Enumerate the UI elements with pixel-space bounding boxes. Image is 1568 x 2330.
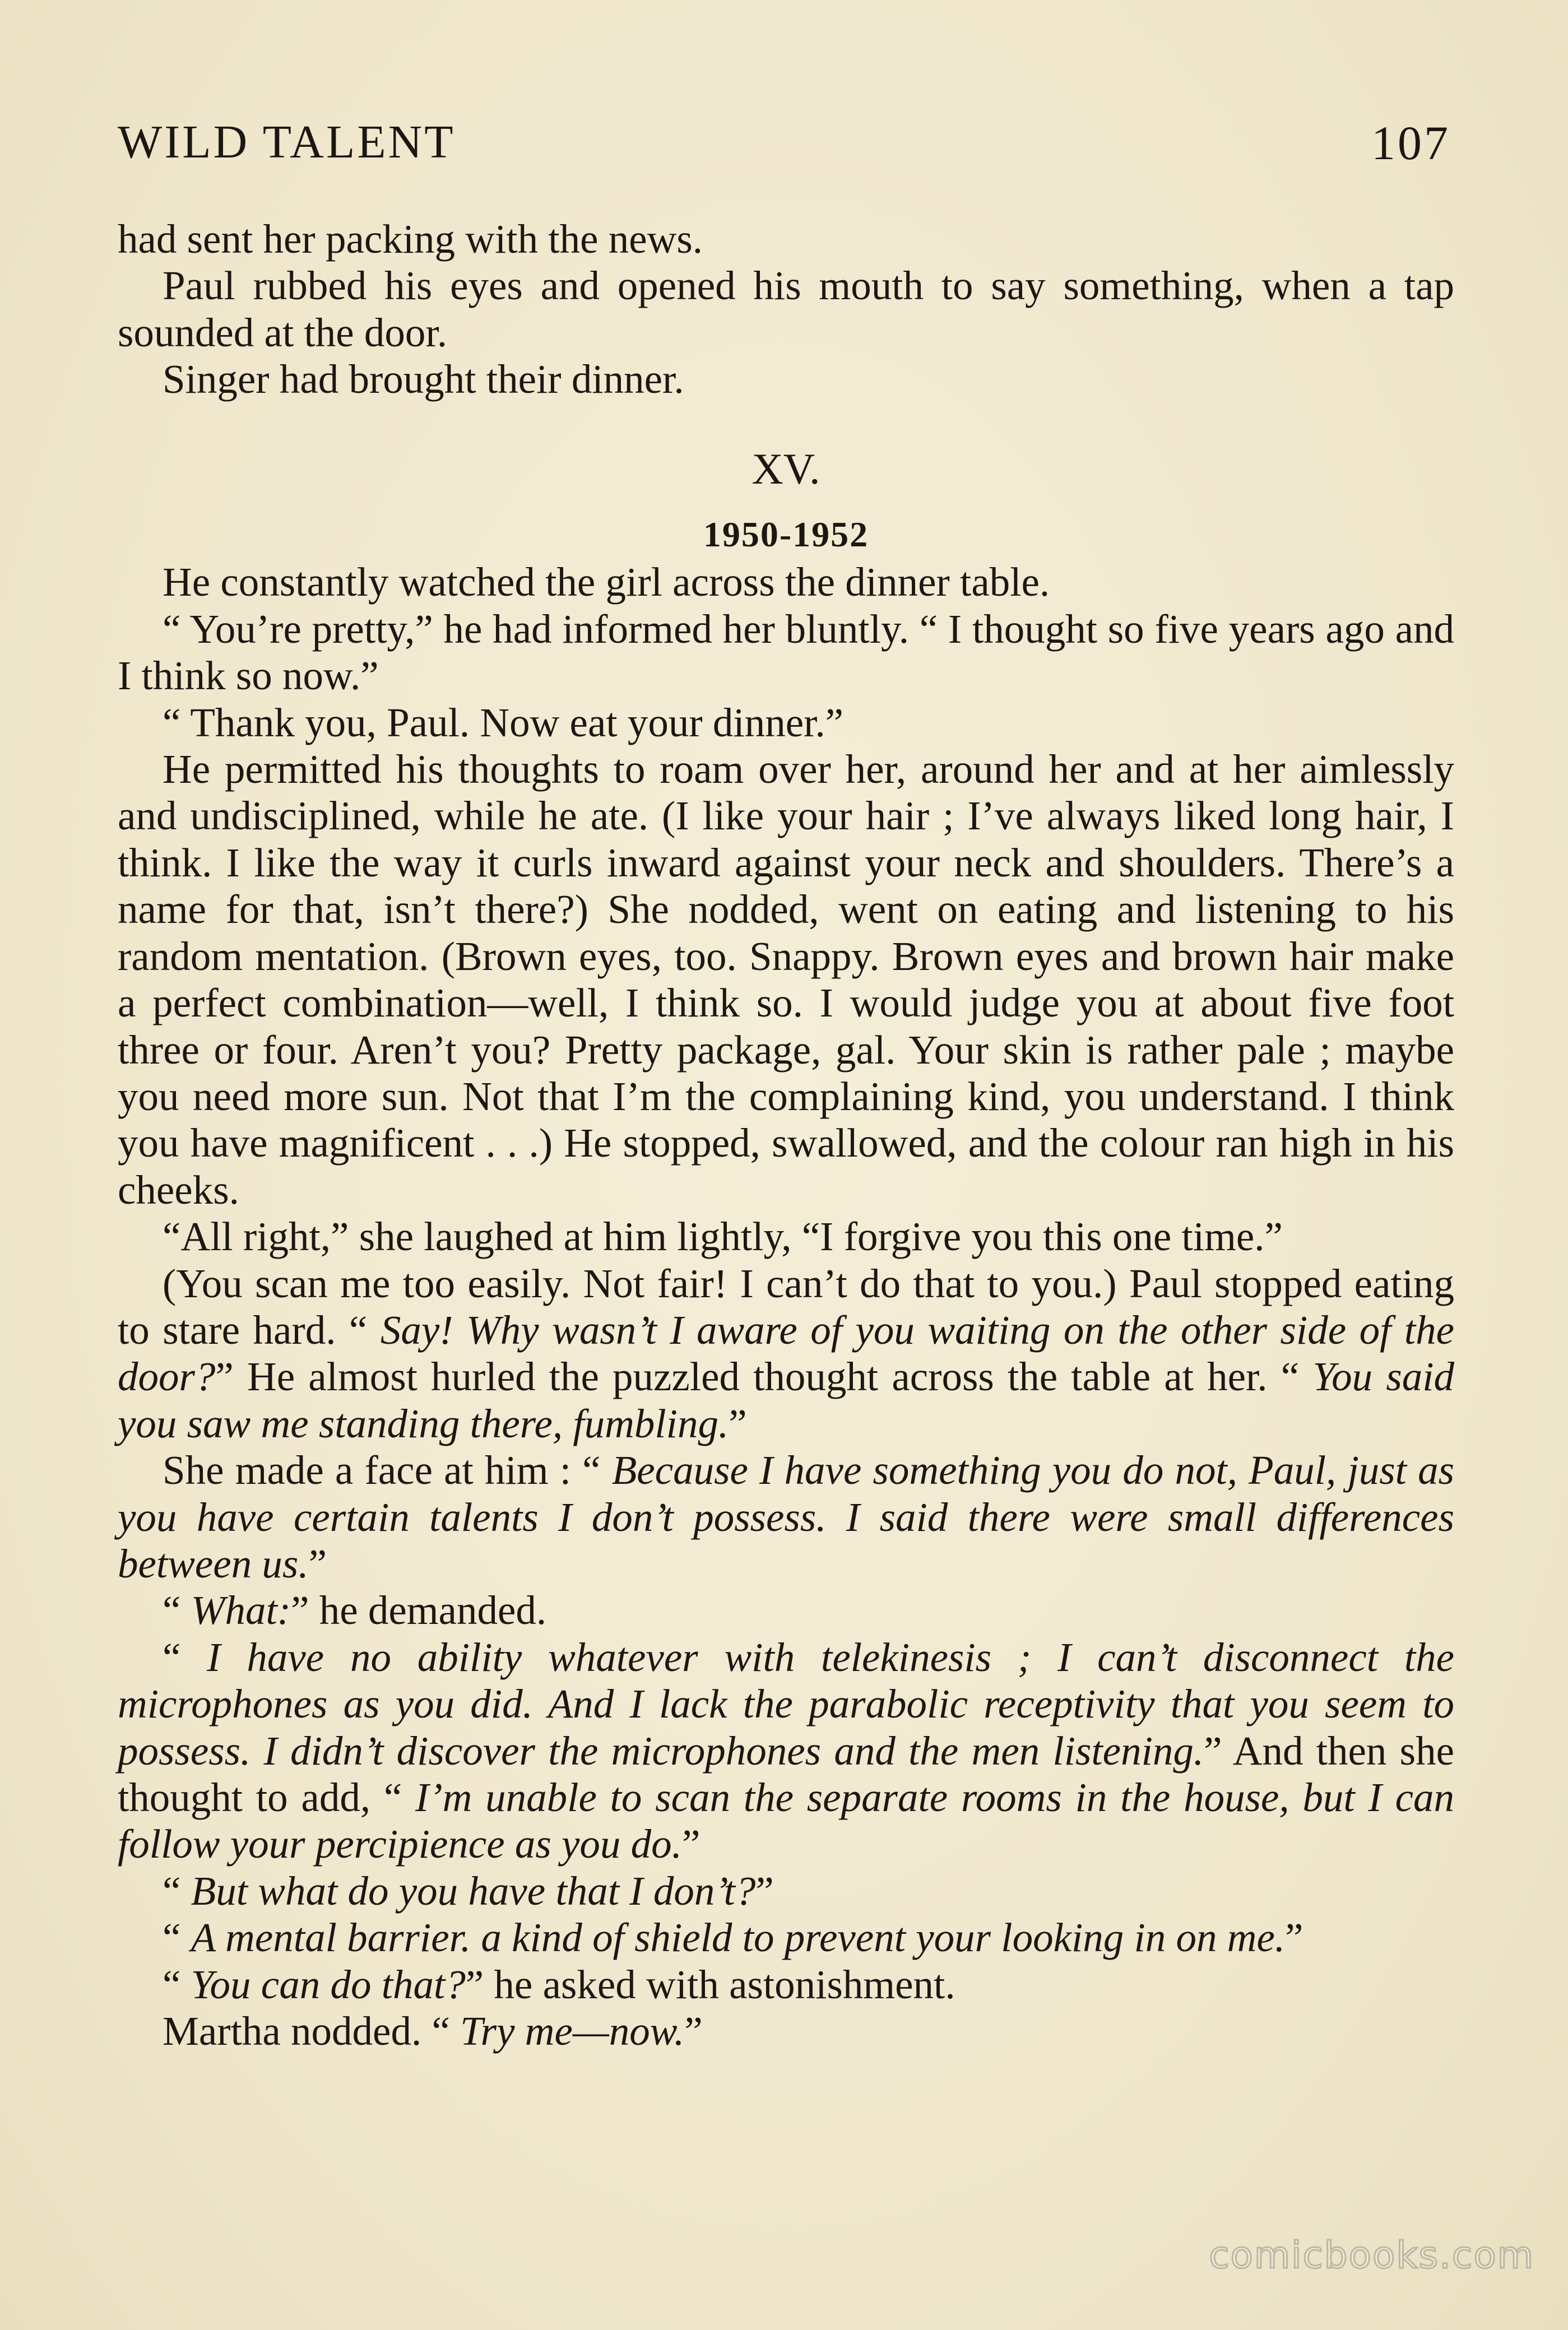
italic-text: What:	[191, 1588, 291, 1633]
pre-chapter-text	[118, 216, 1454, 403]
paragraph	[118, 699, 1454, 746]
italic-text: I have no ability whatever with telekinesis ; I can’t disconnect the microphones as you did. And I lack the parabolic receptivity that you seem to possess. I didn’t discover the microphones and the men listening.	[118, 1634, 1455, 1774]
page-number: 107	[1371, 116, 1450, 170]
text-run: Paul rubbed his eyes and opened his mouth to say something, when a tap sounded at the door.	[118, 263, 1454, 355]
text-run: Martha nodded. “	[163, 2008, 461, 2054]
paragraph	[118, 216, 1454, 262]
text-run: had sent her packing with the news.	[118, 216, 703, 262]
italic-text: Try me—now.	[460, 2008, 685, 2054]
paragraph	[118, 262, 1454, 356]
body-text	[118, 216, 1454, 2054]
paragraph	[118, 606, 1454, 699]
italic-text: A mental barrier. a kind of shield to prevent your looking in on me.	[191, 1915, 1286, 1961]
paragraph	[118, 1868, 1454, 1914]
text-run: ”	[681, 1821, 701, 1867]
text-run: He permitted his thoughts to roam over her, around her and at her aimlessly and undisciplined, while he ate. (I like your hair ; I’ve always liked long hair, I think. I like the way it curls inward against your neck and shoulders. There’s a name for that, isn’t there?) She nodded, went on eating and listening to his random mentation. (Brown eyes, too. Snappy. Brown eyes and brown hair make a perfect combination—well, I think so. I would judge you at about five foot three or four. Aren’t you? Pretty package, gal. Your skin is rather pale ; maybe you need more sun. Not that I’m the complaining kind, you understand. I think you have magnificent . . .) He stopped, swallowed, and the colour ran high in his cheeks.	[118, 746, 1454, 1213]
text-run: “	[163, 1961, 191, 2007]
chapter-dates: 1950-1952	[703, 514, 869, 555]
paragraph	[118, 1260, 1454, 1447]
chapter-text	[118, 559, 1454, 2054]
text-run: “	[163, 1915, 191, 1961]
paragraph	[118, 1447, 1454, 1587]
watermark-logo: comicbooks.com	[1209, 2234, 1534, 2277]
italic-text: You said you saw me standing there, fumbling.	[118, 1354, 1455, 1446]
text-run: “	[163, 1634, 207, 1680]
italic-text: I’m unable to scan the separate rooms in the house, but I can follow your percipience as you do.	[118, 1775, 1454, 1867]
paragraph	[118, 356, 1454, 402]
running-header	[118, 115, 1450, 177]
paragraph	[118, 1587, 1454, 1633]
paragraph	[118, 1213, 1454, 1260]
paragraph	[118, 559, 1454, 605]
text-run: ”	[684, 2008, 703, 2054]
italic-text: But what do you have that I don’t?	[191, 1868, 756, 1914]
text-run: Singer had brought their dinner.	[163, 356, 684, 402]
text-run: “ Thank you, Paul. Now eat your dinner.”	[163, 699, 844, 745]
paragraph	[118, 1914, 1454, 1961]
text-run: He constantly watched the girl across the dinner table.	[163, 559, 1050, 605]
text-run: ”	[308, 1540, 327, 1586]
italic-text: You can do that?	[191, 1961, 466, 2007]
text-run: ” He almost hurled the puzzled thought across the table at her. “	[215, 1354, 1313, 1400]
running-title: WILD TALENT	[118, 116, 456, 168]
text-run: ” he demanded.	[291, 1588, 547, 1633]
text-run: “	[163, 1868, 191, 1914]
chapter-number: XV.	[751, 444, 820, 493]
text-run: ”	[1285, 1915, 1303, 1961]
paragraph	[118, 746, 1454, 1213]
text-run: ” he asked with astonishment.	[465, 1961, 955, 2007]
text-run: (You scan me too easily. Not fair! I can’t do that to you.) Paul stopped eating to stare hard. “	[118, 1260, 1454, 1353]
paragraph	[118, 2008, 1454, 2054]
text-run: “ You’re pretty,” he had informed her bluntly. “ I thought so five years ago and I think so now.”	[118, 606, 1454, 699]
text-run: She made a face at him : “	[163, 1447, 612, 1493]
text-run: ”	[729, 1400, 747, 1446]
paragraph	[118, 1961, 1454, 2008]
text-run: “	[163, 1588, 191, 1633]
italic-text: Because I have something you do not, Paul, just as you have certain talents I don’t possess. I said there were small differences between us.	[118, 1447, 1454, 1586]
text-run: ” And then she thought to add, “	[118, 1728, 1454, 1820]
text-run: ”	[755, 1868, 774, 1914]
paragraph	[118, 1634, 1454, 1868]
italic-text: Say! Why wasn’t I aware of you waiting on the other side of the door?	[118, 1307, 1455, 1400]
text-run: “All right,” she laughed at him lightly, “I forgive you this one time.”	[163, 1214, 1283, 1260]
